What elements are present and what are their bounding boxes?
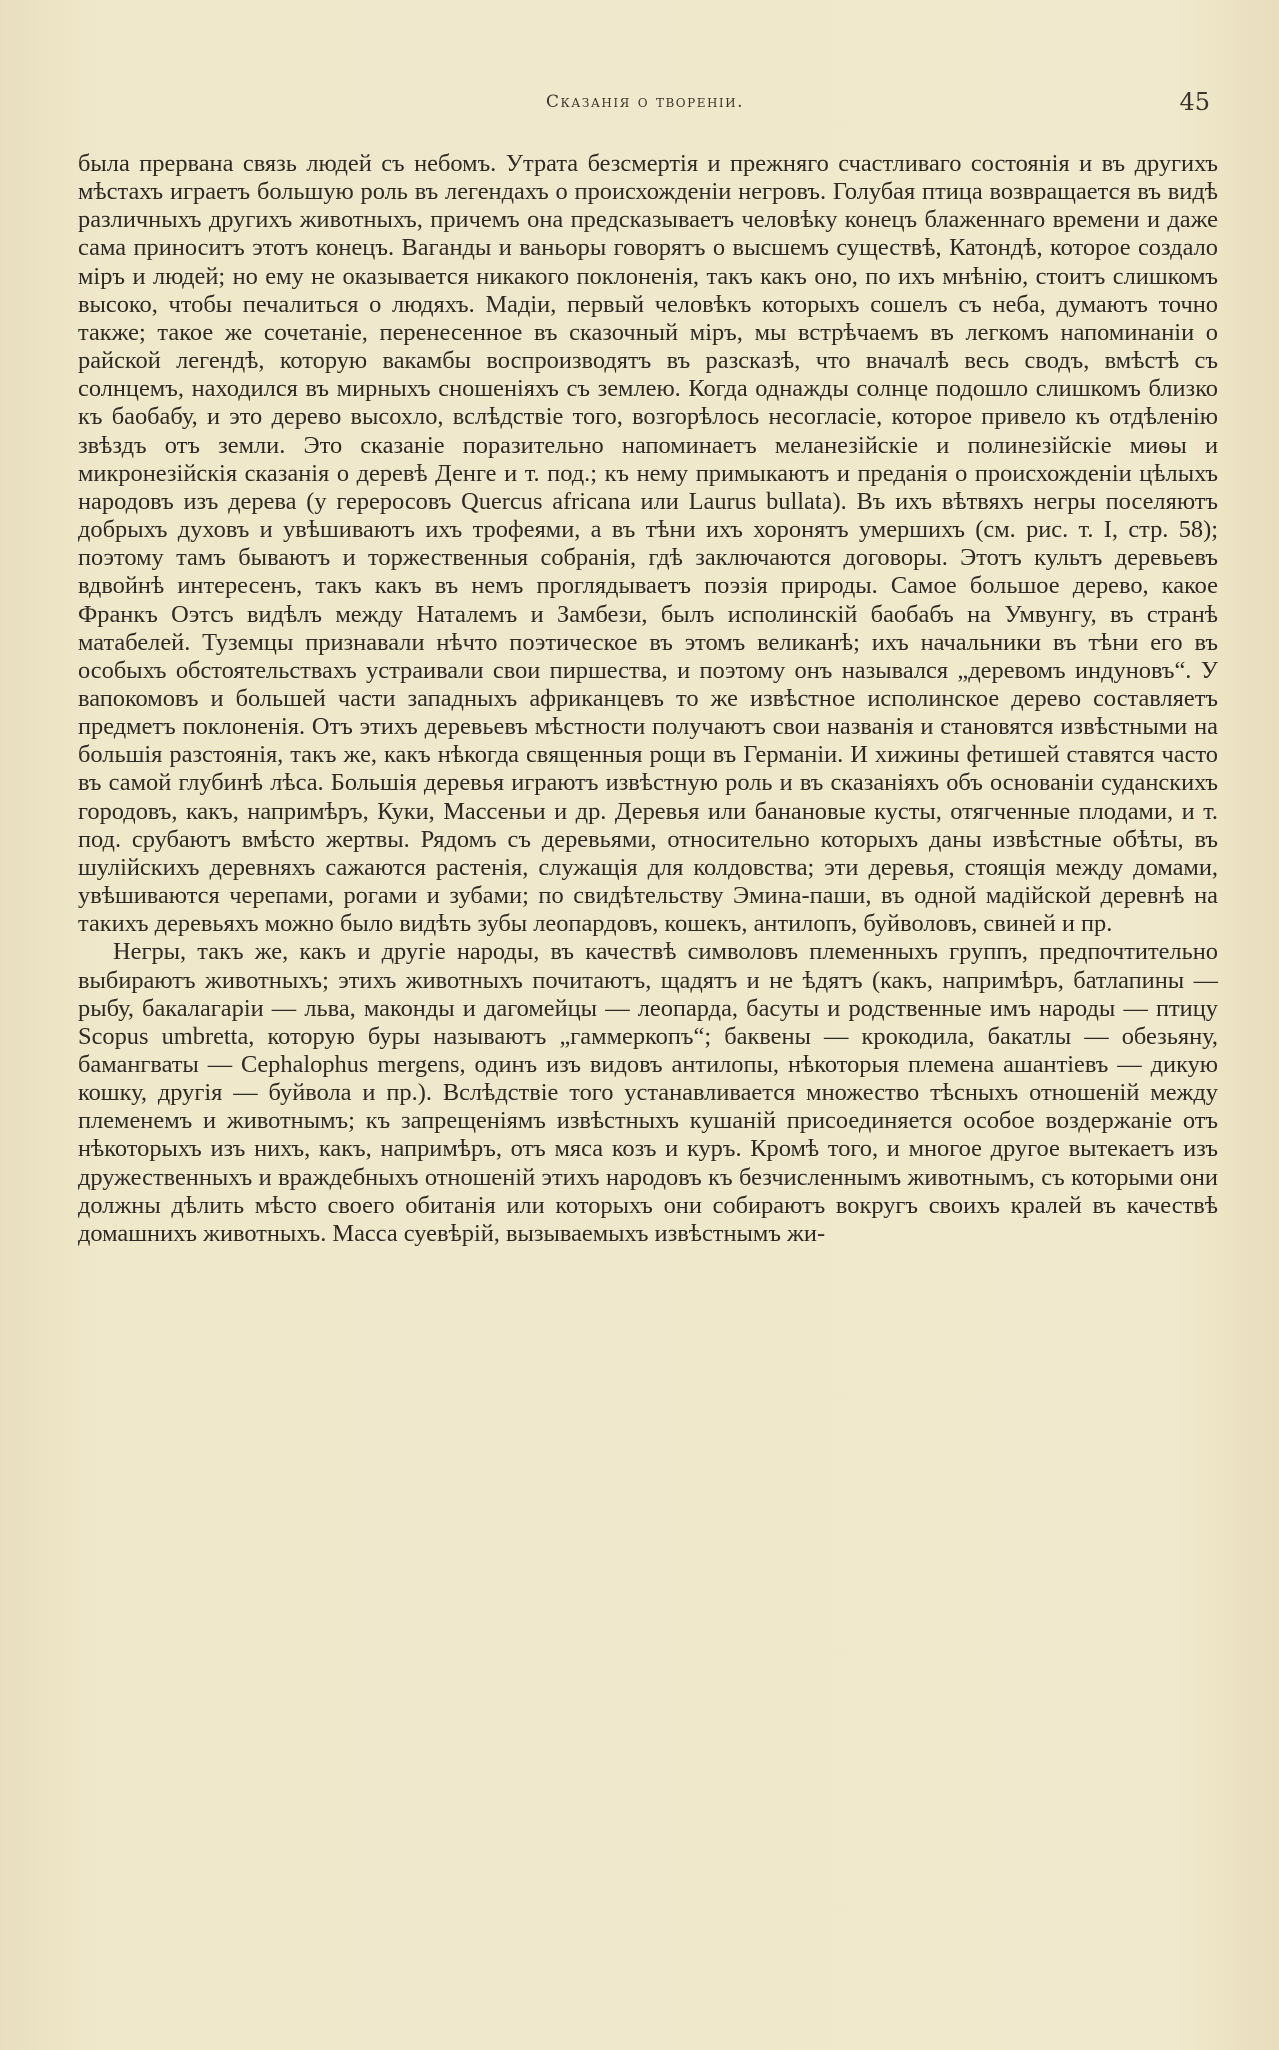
running-title: Сказанія о твореніи. (545, 92, 745, 112)
paragraph: Негры, такъ же, какъ и другіе народы, въ качествѣ символовъ племенныхъ группъ, предпочтительно выбираютъ животныхъ; этихъ животныхъ почитаютъ, щадятъ и не ѣдятъ (какъ, напримѣръ, батлапины — рыбу, бакалагаріи — льва, маконды и дагомейцы — леопарда, басуты и родственные имъ народы — птицу Scopus umbretta, которую буры называютъ „гаммеркопъ“; баквены — крокодила, бакатлы — обезьяну, бамангваты — Cephalophus mergens, одинъ изъ видовъ антилопы, нѣкоторыя племена ашантіевъ — дикую кошку, другія — буйвола и пр.). Вслѣдствіе того устанавливается множество тѣсныхъ отношеній между племенемъ и животнымъ; къ запрещеніямъ извѣстныхъ кушаній присоединяется особое воздержаніе отъ нѣкоторыхъ изъ нихъ, какъ, напримѣръ, отъ мяса козъ и куръ. Кромѣ того, и многое другое вытекаетъ изъ дружественныхъ и враждебныхъ отношеній этихъ народовъ къ безчисленнымъ животнымъ, съ которыми они должны дѣлить мѣсто своего обитанія или которыхъ они собираютъ вокругъ своихъ кралей въ качествѣ домашнихъ животныхъ. Масса суевѣрій, вызываемыхъ извѣстнымъ жи- (78, 938, 1218, 1247)
page-number: 45 (1179, 88, 1210, 116)
paragraph: была прервана связь людей съ небомъ. Утрата безсмертія и прежняго счастливаго состоянія и въ другихъ мѣстахъ играетъ большую роль въ легендахъ о происхожденіи негровъ. Голубая птица возвращается въ видѣ различныхъ другихъ животныхъ, причемъ она предсказываетъ человѣку конецъ блаженнаго времени и даже сама приноситъ этотъ конецъ. Ваганды и ваньоры говорятъ о высшемъ существѣ, Катондѣ, которое создало міръ и людей; но ему не оказывается никакого поклоненія, такъ какъ оно, по ихъ мнѣнію, стоитъ слишкомъ высоко, чтобы печалиться о людяхъ. Мадіи, первый человѣкъ которыхъ сошелъ съ неба, думаютъ точно также; такое же сочетаніе, перенесенное въ сказочный міръ, мы встрѣчаемъ въ легкомъ напоминаніи о райской легендѣ, которую вакамбы воспроизводятъ въ разсказѣ, что вначалѣ весь сводъ, вмѣстѣ съ солнцемъ, находился въ мирныхъ сношеніяхъ съ землею. Когда однажды солнце подошло слишкомъ близко къ баобабу, и это дерево высохло, вслѣдствіе того, возгорѣлось несогласіе, которое привело къ отдѣленію звѣздъ отъ земли. Это сказаніе поразительно напоминаетъ меланезійскіе и полинезійскіе миѳы и микронезійскія сказанія о деревѣ Денге и т. под.; къ нему примыкаютъ и преданія о происхожденіи цѣлыхъ народовъ изъ дерева (у гереросовъ Quercus africana или Laurus bullata). Въ ихъ вѣтвяхъ негры поселяютъ добрыхъ духовъ и увѣшиваютъ ихъ трофеями, а въ тѣни ихъ хоронятъ умершихъ (см. рис. т. I, стр. 58); поэтому тамъ бываютъ и торжественныя собранія, гдѣ заключаются договоры. Этотъ культъ деревьевъ вдвойнѣ интересенъ, такъ какъ въ немъ проглядываетъ поэзія природы. Самое большое дерево, какое Франкъ Оэтсъ видѣлъ между Наталемъ и Замбези, былъ исполинскій баобабъ на Умвунгу, въ странѣ матабелей. Туземцы признавали нѣчто поэтическое въ этомъ великанѣ; ихъ начальники въ тѣни его въ особыхъ обстоятельствахъ устраивали свои пиршества, и поэтому онъ назывался „деревомъ индуновъ“. У вапокомовъ и большей части западныхъ африканцевъ то же извѣстное исполинское дерево составляетъ предметъ поклоненія. Отъ этихъ деревьевъ мѣстности получаютъ свои названія и становятся извѣстными на большія разстоянія, такъ же, какъ нѣкогда священныя рощи въ Германіи. И хижины фетишей ставятся часто въ самой глубинѣ лѣса. Большія деревья играютъ извѣстную роль и въ сказаніяхъ объ основаніи суданскихъ городовъ, какъ, напримѣръ, Куки, Массеньи и др. Деревья или банановые кусты, отягченные плодами, и т. под. срубаютъ вмѣсто жертвы. Рядомъ съ деревьями, относительно которыхъ даны извѣстные обѣты, въ шулійскихъ деревняхъ сажаются растенія, служащія для колдовства; эти деревья, стоящія между домами, увѣшиваются черепами, рогами и зубами; по свидѣтельству Эмина-паши, въ одной мадійской деревнѣ на такихъ деревьяхъ можно было видѣть зубы леопардовъ, кошекъ, антилопъ, буйволовъ, свиней и пр. (78, 150, 1218, 938)
page-header (80, 88, 1210, 128)
body-text (78, 150, 1218, 1248)
